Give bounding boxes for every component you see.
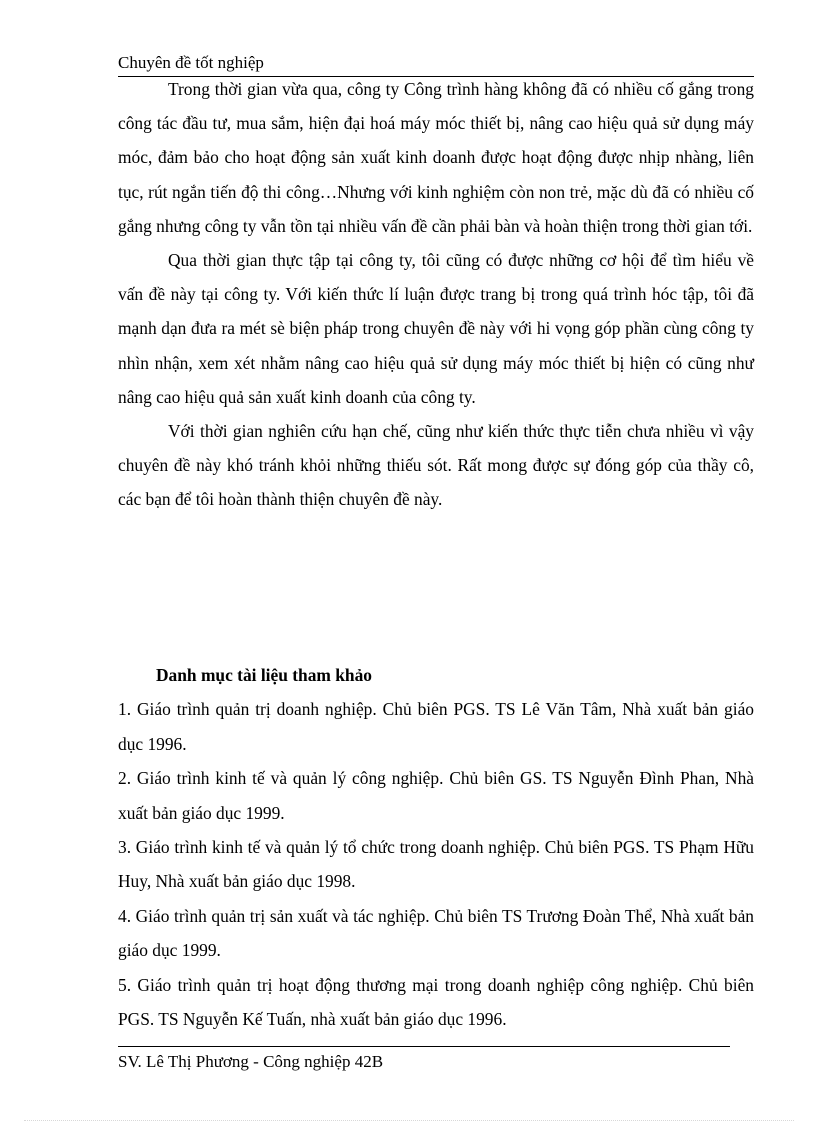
paragraph: Với thời gian nghiên cứu hạn chế, cũng như kiến thức thực tiễn chưa nhiều vì vậy chuyên đề này khó tránh khỏi những thiếu sót. Rất mong được sự đóng góp của thầy cô, các bạn để tôi hoàn thành thiện chuyên đề này. [118, 421, 754, 510]
body-text [118, 72, 754, 517]
reference-item: 2. Giáo trình kinh tế và quản lý công nghiệp. Chủ biên GS. TS Nguyễn Đình Phan, Nhà xuất bản giáo dục 1999. [118, 768, 754, 823]
reference-item: 5. Giáo trình quản trị hoạt động thương mại trong doanh nghiệp công nghiệp. Chủ biên PGS. TS Nguyễn Kế Tuấn, nhà xuất bản giáo dục 1996. [118, 974, 754, 1030]
page-header: Chuyên đề tốt nghiệp [118, 52, 754, 77]
reference-item: 1. Giáo trình quản trị doanh nghiệp. Chủ biên PGS. TS Lê Văn Tâm, Nhà xuất bản giáo dục 1996. [118, 699, 754, 754]
references-list [118, 692, 754, 1036]
page-footer: SV. Lê Thị Phương - Công nghiệp 42B [118, 1046, 730, 1073]
references-section [118, 658, 754, 1036]
paragraph: Qua thời gian thực tập tại công ty, tôi cũng có được những cơ hội để tìm hiểu về vấn đề này tại công ty. Với kiến thức lí luận được trang bị trong quá trình hóc tập, tôi đã mạnh dạn đưa ra mét sè biện pháp trong chuyên đề này với hi vọng góp phần cùng công ty nhìn nhận, xem xét nhằm nâng cao hiệu quả sử dụng máy móc thiết bị hiện có cũng như nâng cao hiệu quả sản xuất kinh doanh của công ty. [118, 250, 754, 407]
paragraph: Trong thời gian vừa qua, công ty Công trình hàng không đã có nhiều cố gắng trong công tác đầu tư, mua sắm, hiện đại hoá máy móc thiết bị, nâng cao hiệu quả sử dụng máy móc, đảm bảo cho hoạt động sản xuất kinh doanh được hoạt động được nhịp nhàng, liên tục, rút ngắn tiến độ thi công…Nhưng với kinh nghiệm còn non trẻ, mặc dù đã có nhiều cố gắng nhưng công ty vẫn tồn tại nhiều vấn đề cần phải bàn và hoàn thiện trong thời gian tới. [118, 79, 754, 236]
reference-item: 3. Giáo trình kinh tế và quản lý tổ chức trong doanh nghiệp. Chủ biên PGS. TS Phạm Hữu Huy, Nhà xuất bản giáo dục 1998. [118, 837, 754, 892]
reference-item: 4. Giáo trình quản trị sản xuất và tác nghiệp. Chủ biên TS Trương Đoàn Thể, Nhà xuất bản giáo dục 1999. [118, 905, 754, 961]
page-edge-divider [24, 1120, 794, 1121]
references-heading: Danh mục tài liệu tham khảo [156, 665, 372, 685]
